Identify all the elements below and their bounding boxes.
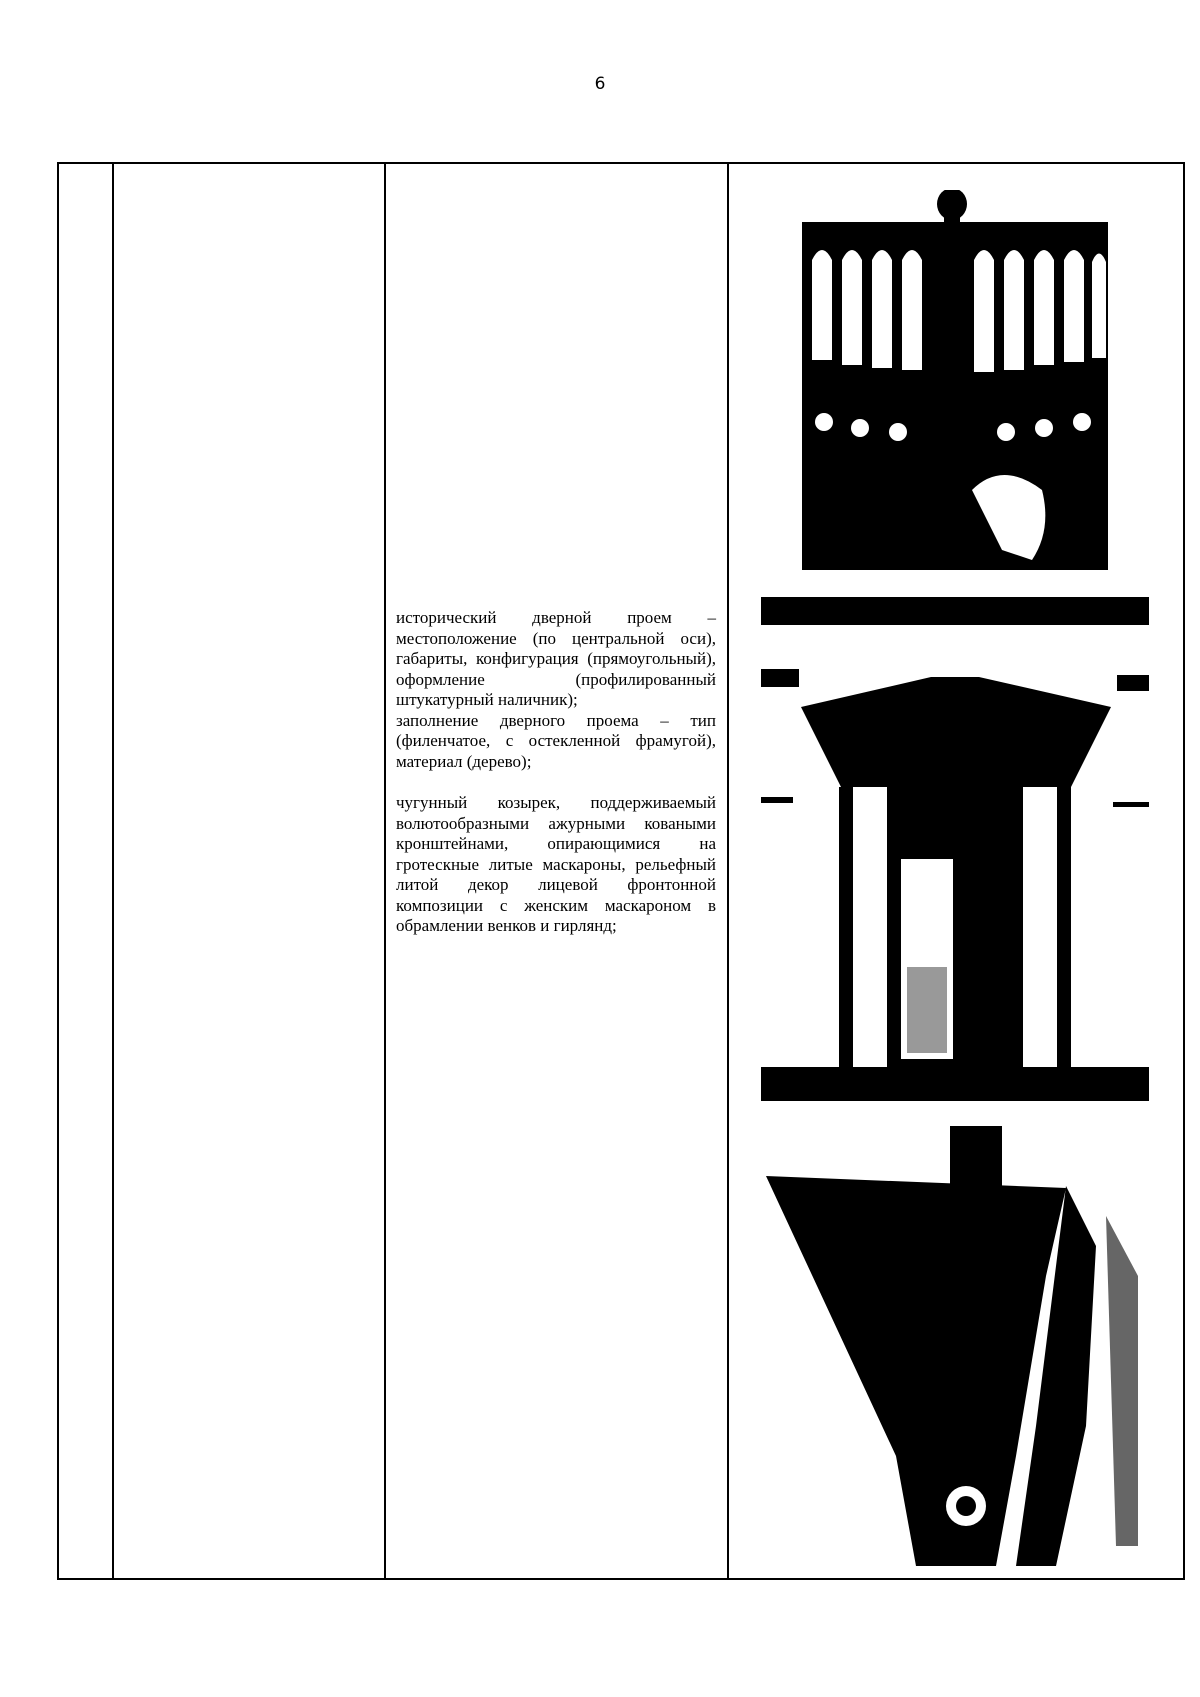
photo-cast-iron-railing <box>802 190 1108 570</box>
column-divider-1 <box>112 164 114 1578</box>
description-canopy: чугунный козырек, поддерживаемый волютообразными ажурными коваными кронштейнами, опирающимися на гротескные литые маскароны, рельефный литой декор лицевой фронтонной композиции с женским маскароном в обрамлении венков и гирлянд; <box>396 793 716 935</box>
photo-canopy-bracket <box>766 1126 1150 1573</box>
description-door-filling: заполнение дверного проема – тип (филенчатое, с остекленной фрамугой), материал (дерево); <box>396 710 716 771</box>
description-cell <box>396 608 716 937</box>
description-door-opening: исторический дверной проем – местоположение (по центральной оси), габариты, конфигурация (прямоугольный), оформление (профилированный штукатурный наличник); <box>396 608 716 709</box>
photo-entrance-door <box>761 597 1149 1101</box>
page-number: 6 <box>594 74 606 94</box>
column-divider-3 <box>727 164 729 1578</box>
column-divider-2 <box>384 164 386 1578</box>
